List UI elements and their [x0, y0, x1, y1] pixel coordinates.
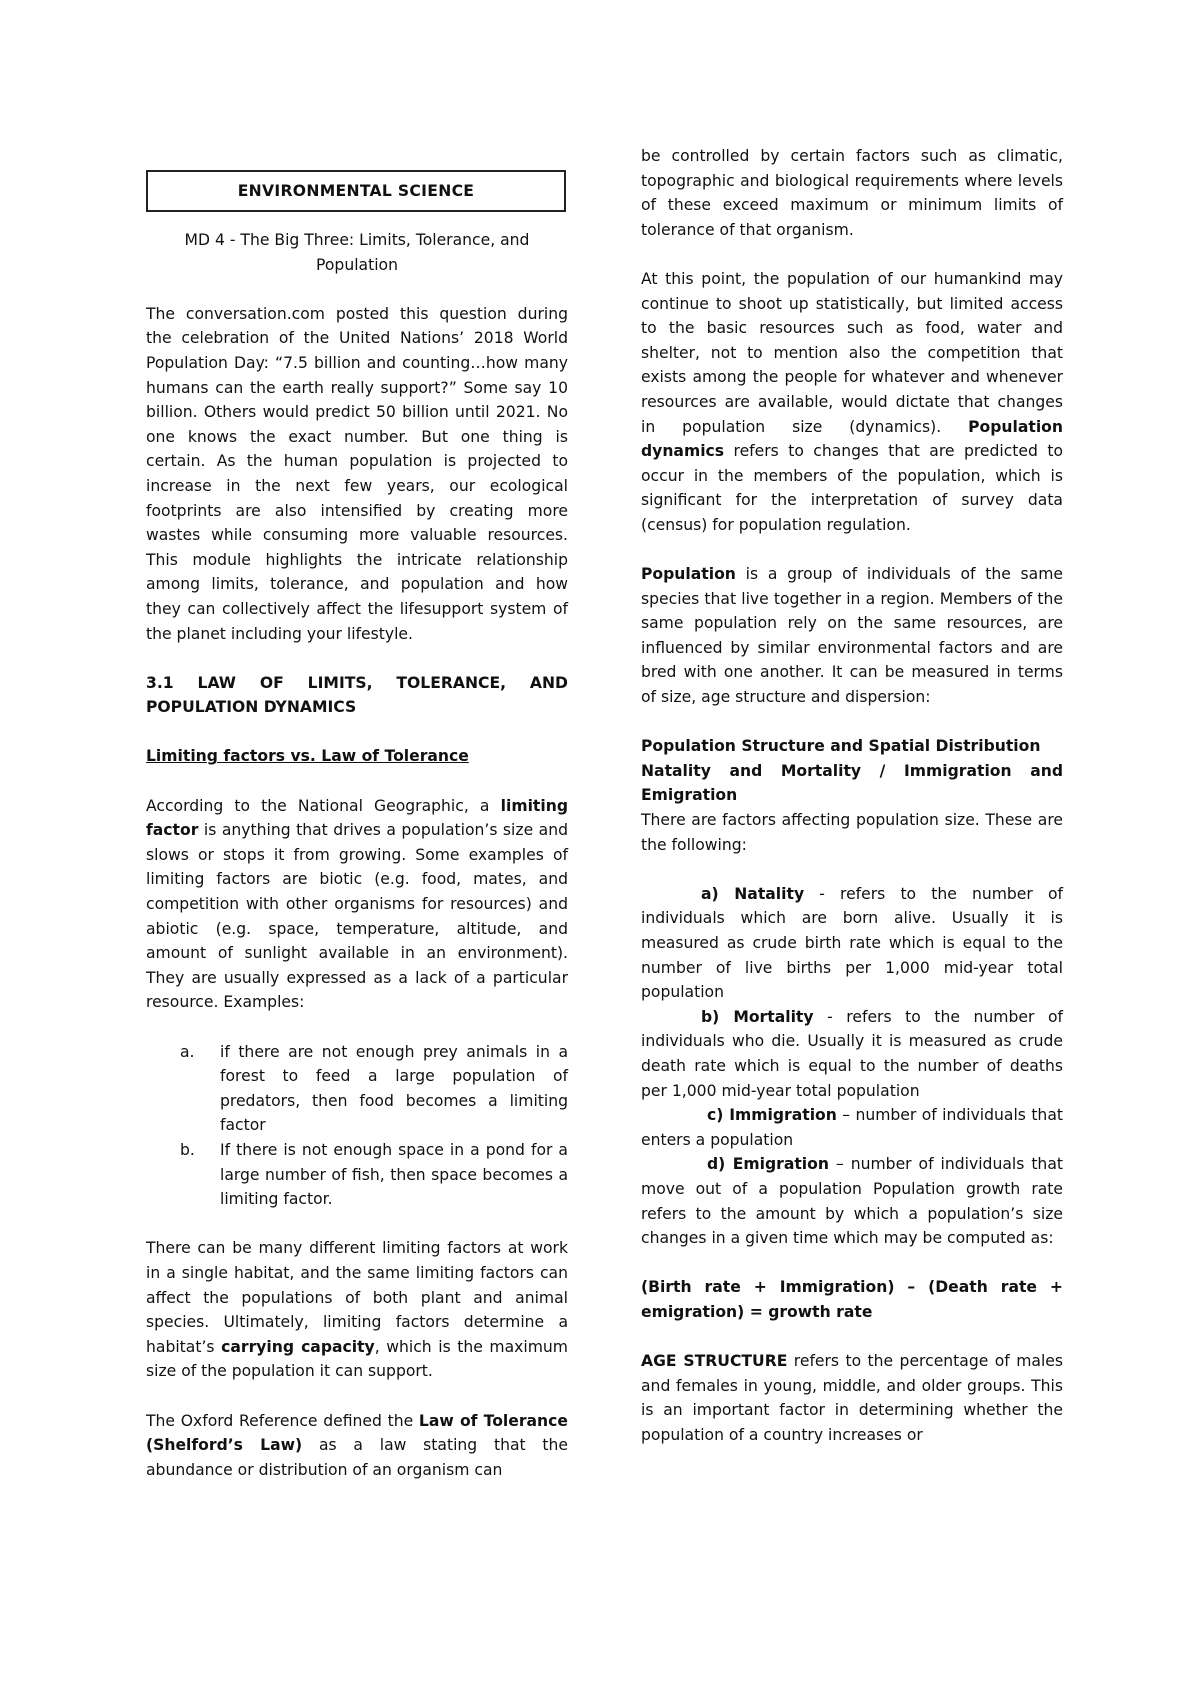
immigration-item: [641, 1103, 1063, 1152]
subheading-limiting-factors: [146, 744, 568, 769]
intro-paragraph: The conversation.com posted this question during the celebration of the United Nations’ 2018 World Population Day: “7.5 billion and counting…how many humans can the earth really support?” Some say 10 billion. Others would predict 50 billion until 2021. No one knows the exact number. But one thing is certain. As the human population is projected to increase in the next few years, our ecological footprints are also intensified by creating more wastes while consuming more valuable resources. This module highlights the intricate relationship among limits, tolerance, and population and how they can collectively affect the lifesupport system of the planet including your lifestyle.: [146, 304, 568, 643]
age-structure-paragraph: [641, 1349, 1063, 1447]
limiting-factor-paragraph: [146, 794, 568, 1015]
heading-population-structure: Population Structure and Spatial Distribution: [641, 737, 1041, 756]
age-structure-text: refers to the percentage of males and females in young, middle, and older groups. This is an important factor in determining whether the population of a country increases or: [641, 1352, 1063, 1444]
subheading-text: Limiting factors vs. Law of Tolerance: [146, 747, 469, 766]
cc-text-2: , which is the maximum size of the population it can support.: [146, 1337, 568, 1381]
dyn-text-1: At this point, the population of our humankind may continue to shoot up statistically, but limited access to the basic resources such as food, water and shelter, not to mention also the competition that exists among the people for whatever and whenever resources are available, would dictate that changes in population size (dynamics).: [641, 269, 1063, 436]
emigration-term: d) Emigration: [707, 1155, 829, 1174]
right-column: [641, 144, 1063, 1447]
immigration-term: c) Immigration: [707, 1106, 837, 1125]
lf-text-1: According to the National Geographic, a: [146, 796, 501, 815]
factors-intro: There are factors affecting population size. These are the following:: [641, 811, 1063, 854]
cc-text-1: There can be many different limiting factors at work in a single habitat, and the same limiting factors can affect the populations of both plant and animal species. Ultimately, limiting factors determine a habitat’s: [146, 1239, 568, 1356]
natality-text: - refers to the number of individuals which are born alive. Usually it is measured as crude birth rate which is equal to the number of live births per 1,000 mid-year total population: [641, 884, 1063, 1002]
tolerance-continuation: be controlled by certain factors such as climatic, topographic and biological requirements where levels of these exceed maximum or minimum limits of tolerance of that organism.: [641, 147, 1063, 239]
age-structure-term: AGE STRUCTURE: [641, 1352, 788, 1371]
mortality-term: b) Mortality: [701, 1007, 814, 1026]
natality-item: [641, 882, 1063, 1005]
list-item: [180, 1138, 568, 1212]
ox-text-2: as a law stating that the abundance or distribution of an organism can: [146, 1436, 569, 1479]
ox-term: Law of Tolerance (Shelford’s Law): [146, 1411, 568, 1455]
cc-term: carrying capacity: [221, 1337, 375, 1356]
list-item: [180, 1040, 568, 1138]
ox-text-1: The Oxford Reference defined the: [146, 1411, 419, 1430]
document-title: ENVIRONMENTAL SCIENCE: [146, 170, 566, 212]
module-title-line2: Population: [316, 255, 398, 274]
heading-natality-mortality: Natality and Mortality / Immigration and Emigration: [641, 761, 1063, 805]
dyn-text-2: refers to changes that are predicted to occur in the members of the population, which is significant for the interpretation of survey data (census) for population regulation.: [641, 442, 1063, 534]
natality-term: a) Natality: [701, 884, 805, 903]
mortality-text: - refers to the number of individuals who die. Usually it is measured as crude death rate which is equal to the number of deaths per 1,000 mid-year total population: [641, 1007, 1063, 1100]
module-title-line1: MD 4 - The Big Three: Limits, Tolerance, and: [184, 231, 530, 249]
list-marker: b.: [180, 1140, 195, 1159]
lf-text-2: is anything that drives a population’s size and slows or stops it from growing. Some examples of limiting factors are biotic (e.g. food, mates, and competition with other organisms for resources) and abiotic (e.g. space, temperature, altitude, and amount of sunlight available in an environment). They are usually expressed as a lack of a particular resource. Examples:: [146, 821, 568, 1012]
carrying-capacity-paragraph: [146, 1236, 568, 1384]
pop-text: is a group of individuals of the same species that live together in a region. Members of the same population rely on the same resources, are influenced by similar environmental factors and are bred with one another. It can be measured in terms of size, age structure and dispersion:: [641, 565, 1063, 707]
population-definition-paragraph: [641, 562, 1063, 710]
left-column: [146, 228, 568, 1482]
emigration-text: – number of individuals that move out of a population Population growth rate refers to the amount by which a population’s size changes in a given time which may be computed as:: [641, 1155, 1063, 1248]
mortality-item: [641, 1005, 1063, 1103]
list-item-text: if there are not enough prey animals in a forest to feed a large population of predators, then food becomes a limiting factor: [220, 1042, 568, 1135]
growth-rate-formula: (Birth rate + Immigration) – (Death rate + emigration) = growth rate: [641, 1278, 1063, 1321]
list-item-text: If there is not enough space in a pond for a large number of fish, then space becomes a limiting factor.: [220, 1140, 568, 1209]
emigration-item: [641, 1152, 1063, 1250]
population-dynamics-paragraph: [641, 267, 1063, 538]
pop-term: Population: [641, 565, 736, 584]
law-of-tolerance-paragraph: [146, 1409, 568, 1483]
dyn-term: Population dynamics: [641, 417, 1063, 461]
examples-list: [146, 1040, 568, 1212]
lf-term: limiting factor: [146, 796, 568, 840]
immigration-text: – number of individuals that enters a population: [641, 1106, 1063, 1149]
list-marker: a.: [180, 1042, 195, 1061]
section-heading: 3.1 LAW OF LIMITS, TOLERANCE, AND POPULATION DYNAMICS: [146, 673, 568, 717]
